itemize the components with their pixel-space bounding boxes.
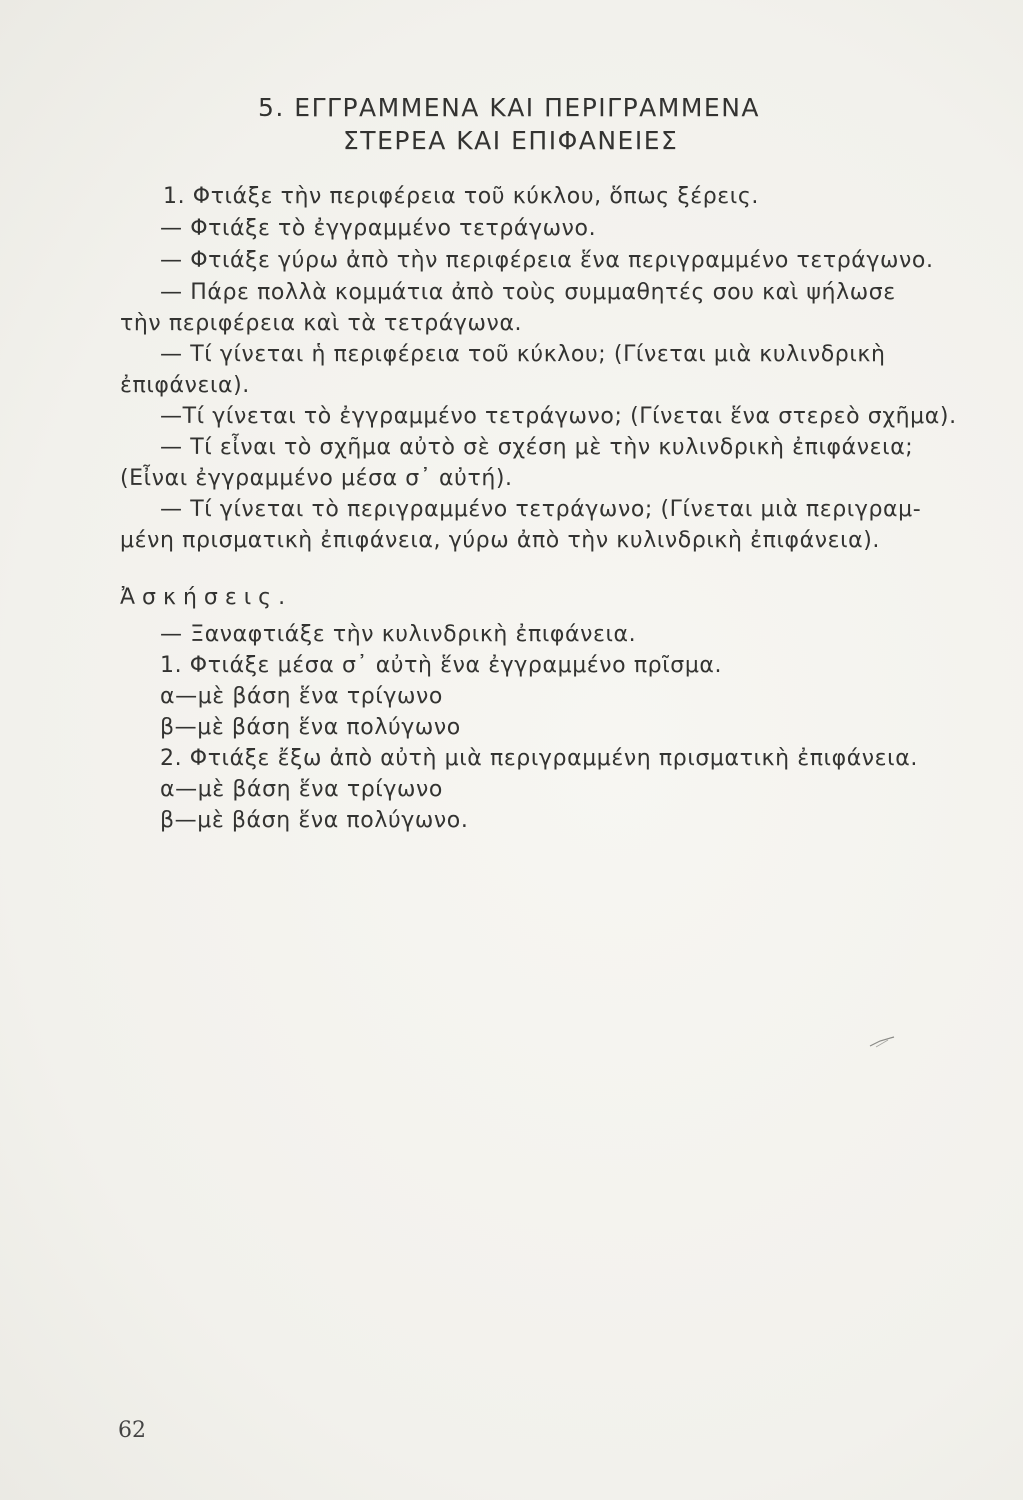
exercise-line-2: 1. Φτιάξε μέσα σ᾽ αὐτὴ ἕνα ἐγγραμμένο πρῖσμα. (160, 653, 723, 678)
body-line-4: — Πάρε πολλὰ κομμάτια ἀπὸ τοὺς συμμαθητές σου καὶ ψήλωσε (160, 280, 896, 305)
exercise-line-1: — Ξαναφτιάξε τὴν κυλινδρικὴ ἐπιφάνεια. (160, 622, 637, 647)
body-line-11: — Τί γίνεται τὸ περιγραμμένο τετράγωνο; (Γίνεται μιὰ περιγραμ- (160, 497, 922, 522)
body-line-6: — Τί γίνεται ἡ περιφέρεια τοῦ κύκλου; (Γίνεται μιὰ κυλινδρικὴ (160, 342, 886, 367)
ink-mark-icon (868, 1036, 896, 1048)
exercise-line-3: α—μὲ βάση ἕνα τρίγωνο (160, 684, 443, 709)
page-number: 62 (118, 1418, 146, 1443)
body-line-9: — Τί εἶναι τὸ σχῆμα αὐτὸ σὲ σχέση μὲ τὴν κυλινδρικὴ ἐπιφάνεια; (160, 435, 914, 460)
body-line-7: ἐπιφάνεια). (120, 373, 250, 398)
body-line-1: 1. Φτιάξε τὴν περιφέρεια τοῦ κύκλου, ὅπως ξέρεις. (163, 184, 759, 209)
exercises-heading: Ἀσκήσεις. (120, 585, 293, 610)
body-line-8: —Τί γίνεται τὸ ἐγγραμμένο τετράγωνο; (Γίνεται ἕνα στερεὸ σχῆμα). (160, 404, 957, 429)
body-line-5: τὴν περιφέρεια καὶ τὰ τετράγωνα. (120, 311, 523, 336)
exercise-line-5: 2. Φτιάξε ἔξω ἀπὸ αὐτὴ μιὰ περιγραμμένη πρισματικὴ ἐπιφάνεια. (160, 746, 918, 771)
body-line-10: (Εἶναι ἐγγραμμένο μέσα σ᾽ αὐτή). (120, 466, 513, 491)
exercise-line-4: β—μὲ βάση ἕνα πολύγωνο (160, 715, 461, 740)
body-line-2: — Φτιάξε τὸ ἐγγραμμένο τετράγωνο. (160, 216, 597, 241)
exercise-line-7: β—μὲ βάση ἕνα πολύγωνο. (160, 808, 469, 833)
chapter-title-line-2: ΣΤΕΡΕΑ ΚΑΙ ΕΠΙΦΑΝΕΙΕΣ (343, 126, 679, 155)
exercise-line-6: α—μὲ βάση ἕνα τρίγωνο (160, 777, 443, 802)
body-line-3: — Φτιάξε γύρω ἀπὸ τὴν περιφέρεια ἕνα περιγραμμένο τετράγωνο. (160, 248, 934, 273)
chapter-title-line-1: 5. ΕΓΓΡΑΜΜΕΝΑ ΚΑΙ ΠΕΡΙΓΡΑΜΜΕΝΑ (258, 93, 761, 122)
body-line-12: μένη πρισματικὴ ἐπιφάνεια, γύρω ἀπὸ τὴν κυλινδρικὴ ἐπιφάνεια). (120, 528, 881, 553)
